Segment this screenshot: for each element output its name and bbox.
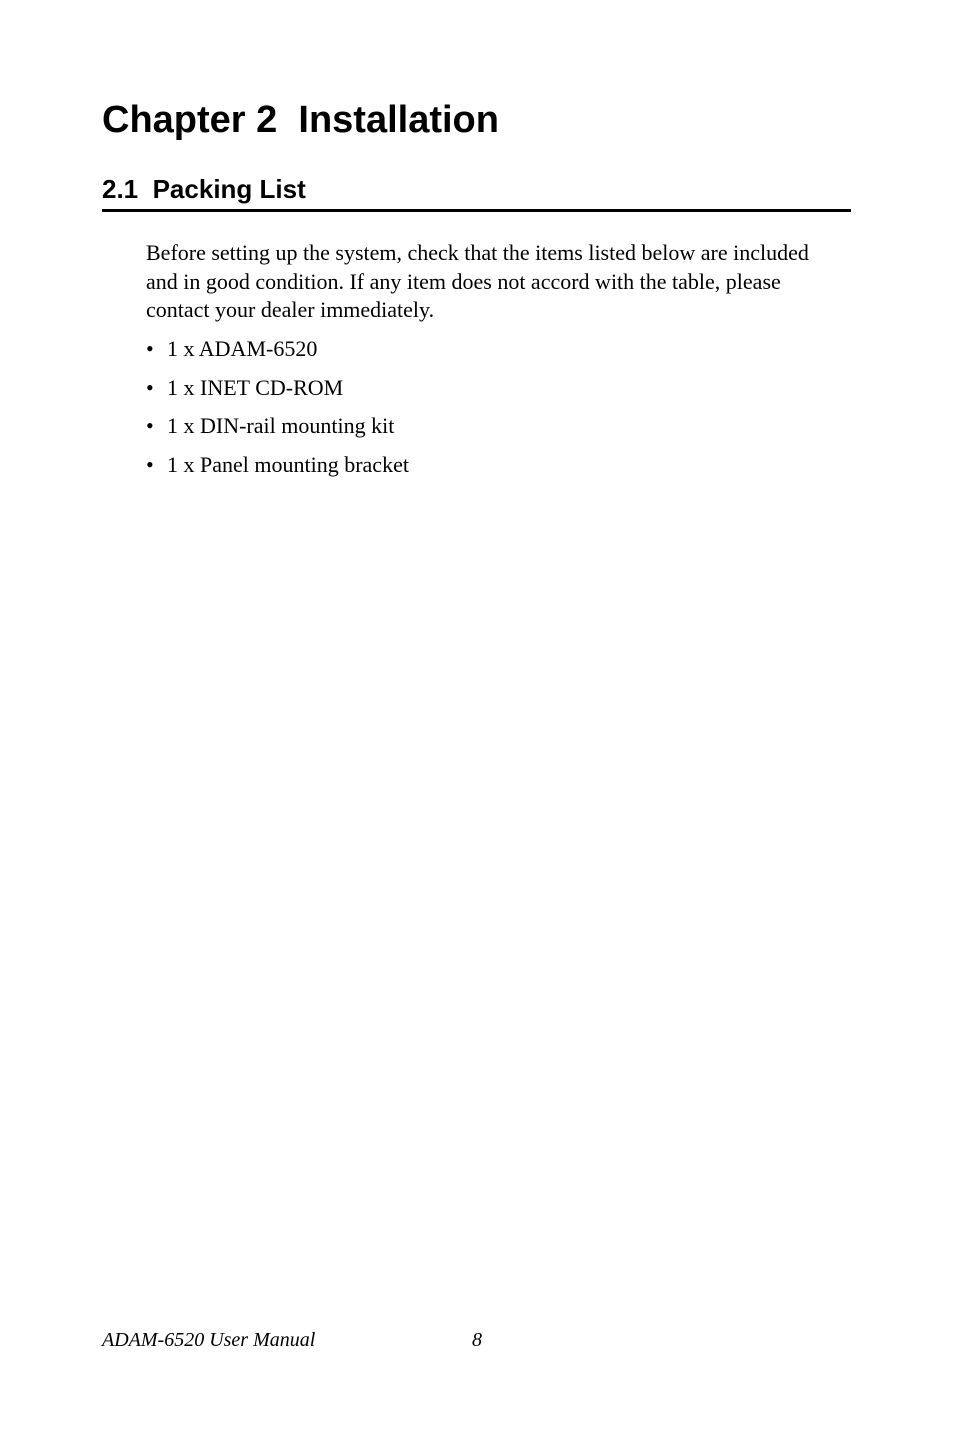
section-divider bbox=[102, 209, 851, 212]
footer-manual-title: ADAM-6520 User Manual bbox=[102, 1329, 316, 1351]
list-item bbox=[146, 411, 409, 450]
list-item bbox=[146, 450, 409, 489]
bullet-icon: • bbox=[146, 336, 154, 361]
footer-page-number: 8 bbox=[472, 1329, 482, 1351]
list-item bbox=[146, 373, 409, 412]
bullet-icon: • bbox=[146, 413, 154, 438]
bullet-icon: • bbox=[146, 374, 154, 400]
list-item-text: 1 x INET CD-ROM bbox=[167, 374, 344, 400]
list-item-text: 1 x Panel mounting bracket bbox=[167, 451, 409, 477]
list-item-text: 1 x DIN-rail mounting kit bbox=[167, 413, 395, 438]
packing-list bbox=[146, 334, 409, 488]
chapter-title: Chapter 2 Installation bbox=[102, 99, 499, 141]
list-item-text: 1 x ADAM-6520 bbox=[167, 336, 318, 361]
list-item bbox=[146, 334, 409, 373]
bullet-icon: • bbox=[146, 451, 154, 477]
intro-paragraph: Before setting up the system, check that the items listed below are included and in good condition. If any item does not accord with the table, please contact your dealer immediately. bbox=[146, 240, 809, 322]
section-title: 2.1 Packing List bbox=[102, 174, 306, 204]
